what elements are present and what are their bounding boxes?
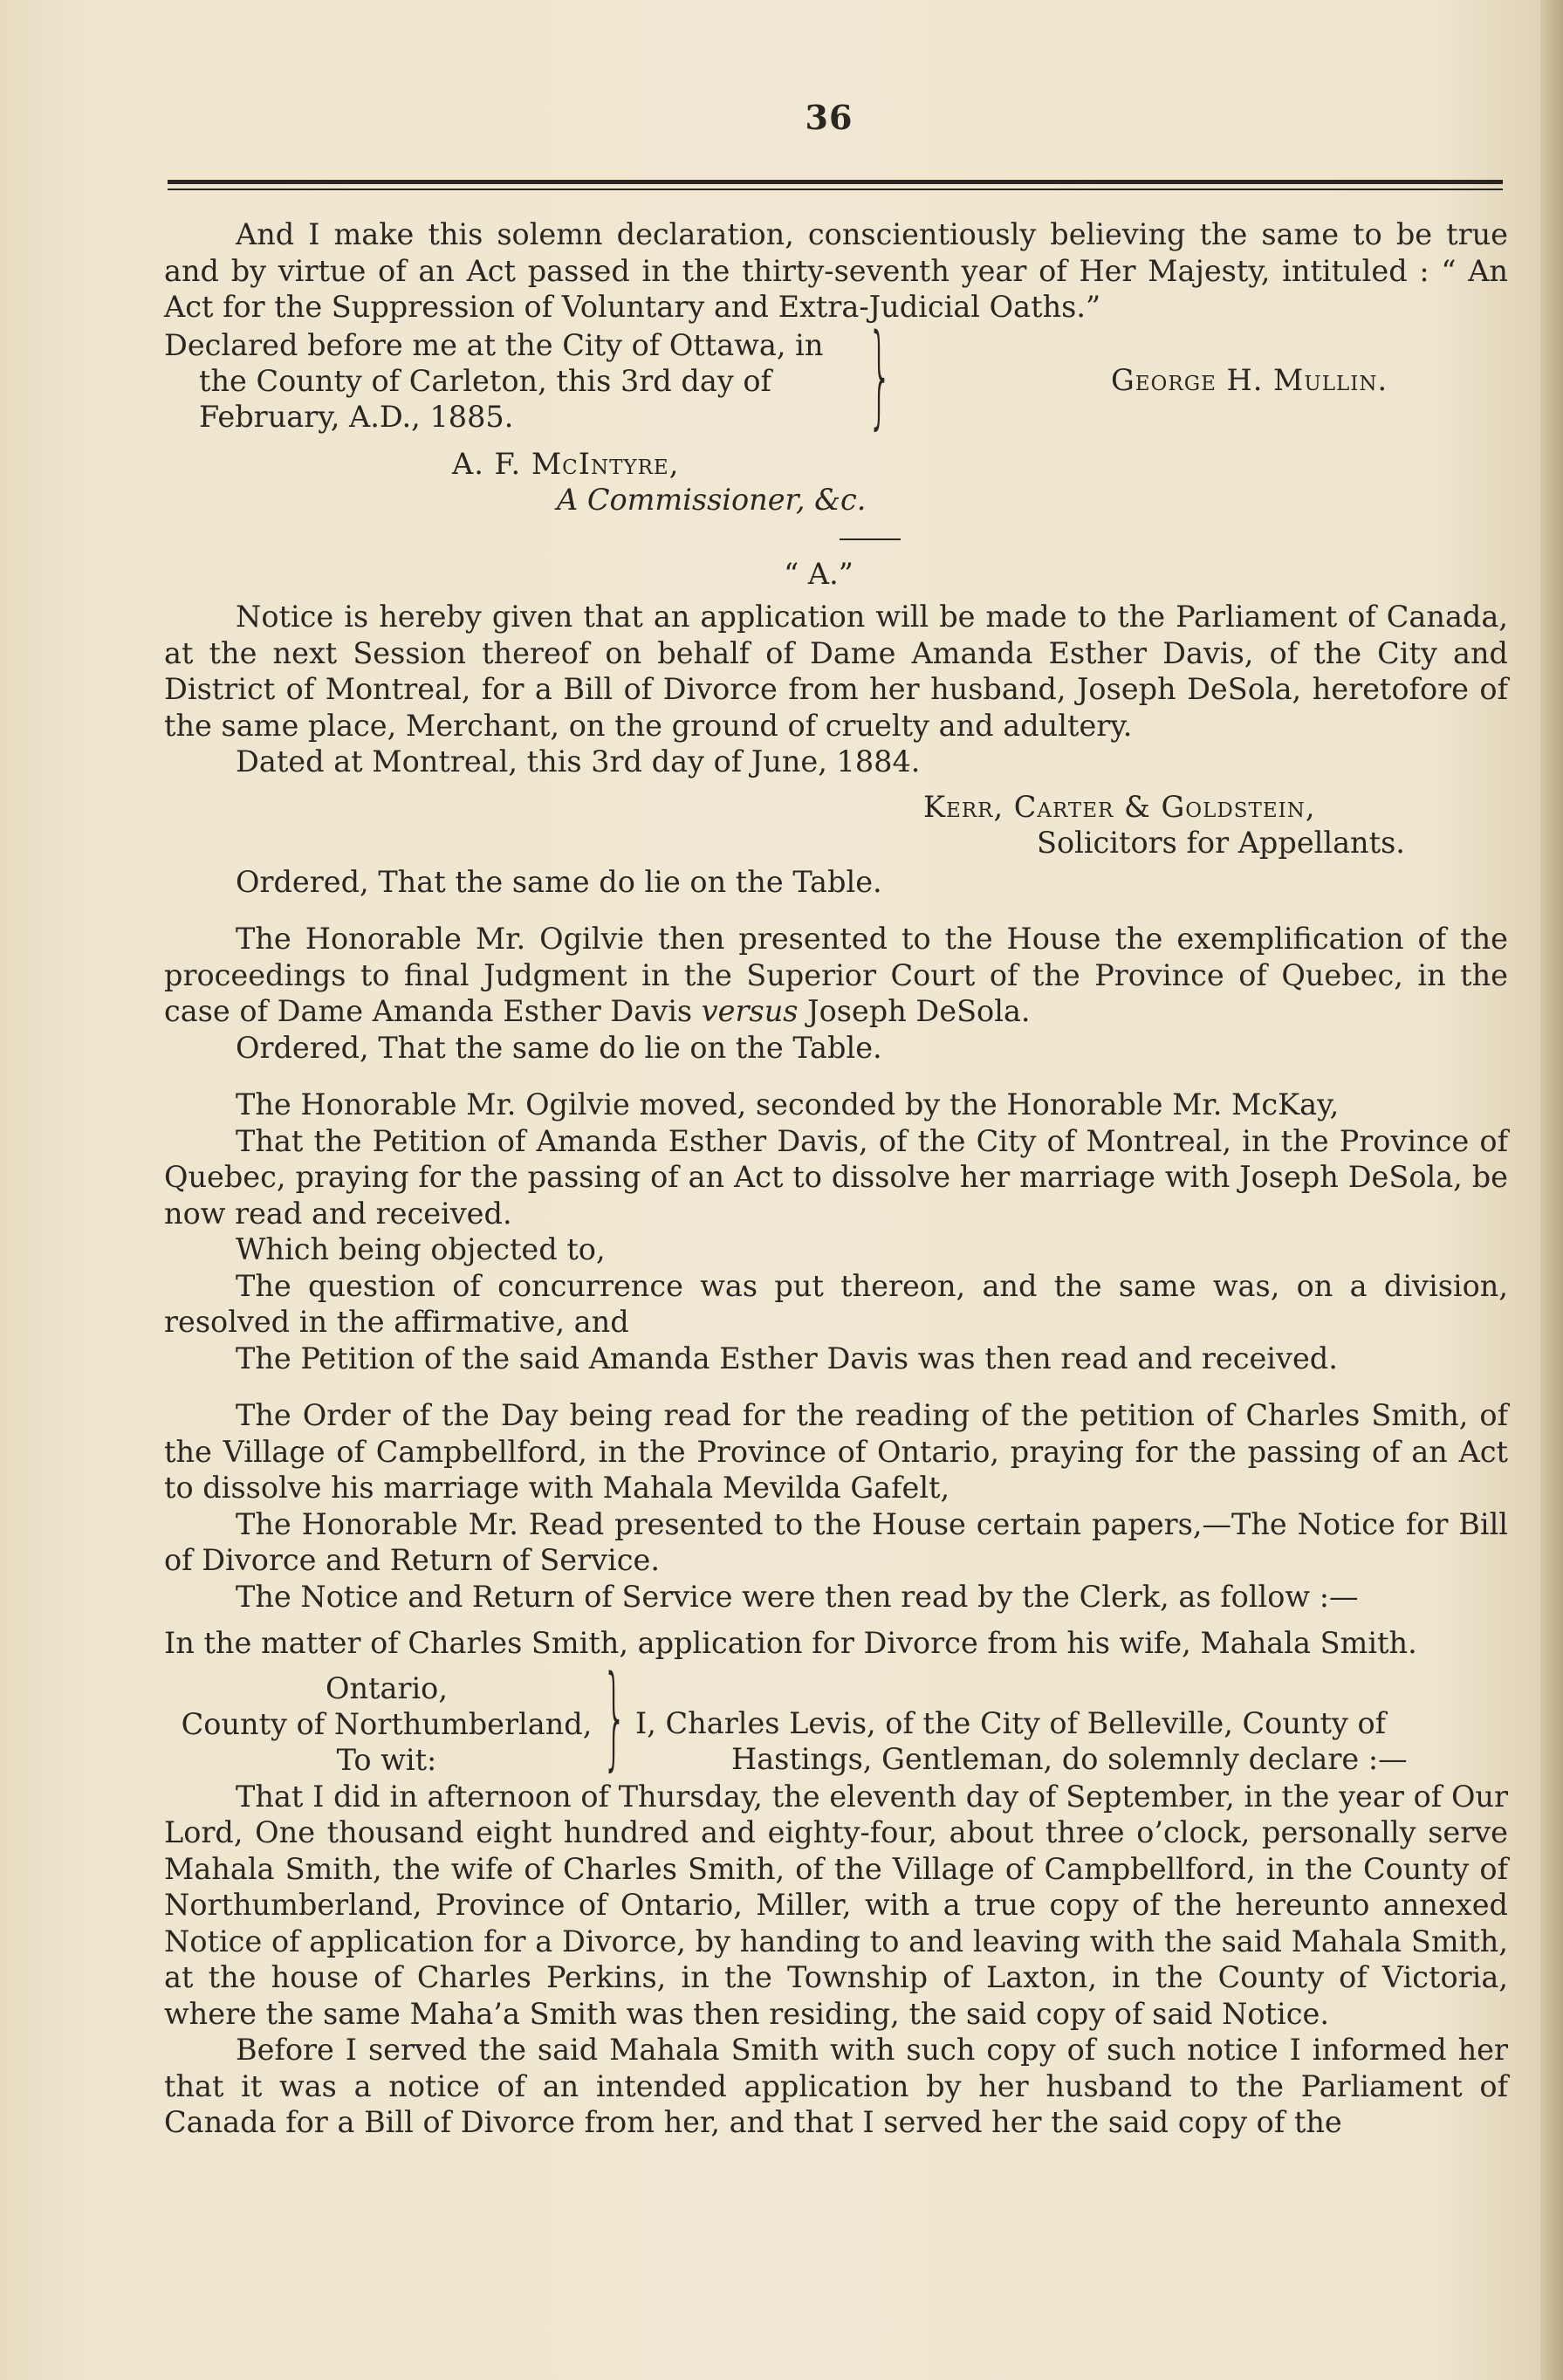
smith-papers: The Honorable Mr. Read presented to the House certain papers,—The Notice for Bill of Divorce and Return of Service. xyxy=(164,1506,1508,1577)
declarant-name: George H. Mullin. xyxy=(1111,362,1388,397)
header-rule-thin xyxy=(168,189,1503,190)
commissioner-block xyxy=(164,446,1508,518)
declaration-block xyxy=(164,310,1508,442)
signatory-name: Kerr, Carter & Goldstein, xyxy=(923,789,1316,824)
declared-line: the County of Carleton, this 3rd day of xyxy=(199,363,771,398)
signatory-role: Solicitors for Appellants. xyxy=(1037,825,1405,860)
page-number: 36 xyxy=(805,98,853,137)
page-spine-shadow xyxy=(1540,0,1563,2380)
smith-informed: Before I served the said Mahala Smith with such copy of such notice I informed her that it was a notice of an intended application by her husband to the Parliament of Canada for a Bill of Divorce from her, and that I served her the said copy of the xyxy=(164,2033,1508,2139)
smith-order: The Order of the Day being read for the reading of the petition of Charles Smith, of the Village of Campbellford, in the Province of Ontario, praying for the passing of an Act to dissolve his marriage with Mahala Mevilda Gafelt, xyxy=(164,1398,1508,1505)
notice-a-dated: Dated at Montreal, this 3rd day of June, 1884. xyxy=(236,744,921,778)
smith-matter: In the matter of Charles Smith, application for Divorce from his wife, Mahala Smith. xyxy=(164,1626,1417,1660)
notice-a-body: Notice is hereby given that an application will be made to the Parliament of Canada, at the next Session thereof on behalf of Dame Amanda Esther Davis, of the City and District of Montreal, for a Bill of Divorce from her husband, Joseph DeSola, heretofore of the same place, Merchant, on the ground of cruelty and adultery. xyxy=(164,600,1508,743)
declaration-opening: And I make this solemn declaration, conscientiously believing the same to be true and by virtue of an Act passed in the thirty-seventh year of Her Majesty, intituled : “ An Act for the Suppression of Voluntary and Extra-Judicial Oaths.” xyxy=(164,217,1508,324)
motion-petition: That the Petition of Amanda Esther Davis, of the City of Montreal, in the Province of Quebec, praying for the passing of an Act to dissolve her marriage with Joseph DeSola, be now read and received. xyxy=(164,1123,1508,1231)
venue-line: County of Northumberland, xyxy=(181,1706,593,1741)
declared-before xyxy=(164,327,897,435)
ordered-paragraph: Ordered, That the same do lie on the Table. xyxy=(236,864,882,899)
versus-text: versus xyxy=(701,994,799,1028)
section-divider xyxy=(840,538,901,540)
motion-moved: The Honorable Mr. Ogilvie moved, seconded by the Honorable Mr. McKay, xyxy=(236,1087,1340,1121)
smith-service: That I did in afternoon of Thursday, the eleventh day of September, in the year of Our Lord, One thousand eight hundred and eighty-four, about three o’clock, personally serve Mahala Smith, the wife of Charles Smith, of the Village of Campbellford, in the County of Northumberland, Province of Ontario, Miller, with a true copy of the hereunto annexed Notice of application for a Divorce, by handing to and leaving with the said Mahala Smith, at the house of Charles Perkins, in the Township of Laxton, in the County of Victoria, where the same Maha’a Smith was then residing, the said copy of said Notice. xyxy=(164,1779,1508,2031)
right-brace-icon: } xyxy=(867,310,893,441)
affiant-line: Hastings, Gentleman, do solemnly declare :— xyxy=(731,1741,1408,1776)
page-content xyxy=(164,216,1508,2141)
venue-lines xyxy=(164,1670,609,1778)
declared-line: Declared before me at the City of Ottawa, in xyxy=(164,327,824,362)
ordered-paragraph: Ordered, That the same do lie on the Table. xyxy=(236,1030,882,1065)
motion-received: The Petition of the said Amanda Esther Davis was then read and received. xyxy=(236,1341,1338,1375)
declared-line: February, A.D., 1885. xyxy=(199,399,514,434)
exemplification-text: Joseph DeSola. xyxy=(807,994,1031,1028)
exemplification-paragraph xyxy=(164,921,1508,1030)
motion-objected: Which being objected to, xyxy=(236,1232,606,1266)
notice-a-title: “ A.” xyxy=(784,556,853,591)
venue-line: To wit: xyxy=(336,1742,437,1777)
smith-read: The Notice and Return of Service were then read by the Clerk, as follow :— xyxy=(236,1579,1359,1614)
exemplification-text: The Honorable Mr. Ogilvie then presented to the House the exemplification of the proceedings to final Judgment in the Superior Court of the Province of Quebec, in the case of Dame Amanda Esther Davis xyxy=(164,922,1508,1028)
right-brace-icon: } xyxy=(602,1651,627,1782)
commissioner-title: A Commissioner, &c. xyxy=(557,482,867,517)
affiant-line: I, Charles Levis, of the City of Belleville, County of xyxy=(635,1705,1387,1740)
venue-line: Ontario, xyxy=(325,1670,449,1705)
motion-question: The question of concurrence was put thereon, and the same was, on a division, resolved in the affirmative, and xyxy=(164,1268,1508,1339)
commissioner-name: A. F. McIntyre, xyxy=(452,446,680,481)
affiant-lines xyxy=(635,1705,1508,1777)
header-rule-thick xyxy=(168,180,1503,184)
notice-a-signature xyxy=(164,789,1508,861)
venue-block xyxy=(164,1651,1508,1782)
